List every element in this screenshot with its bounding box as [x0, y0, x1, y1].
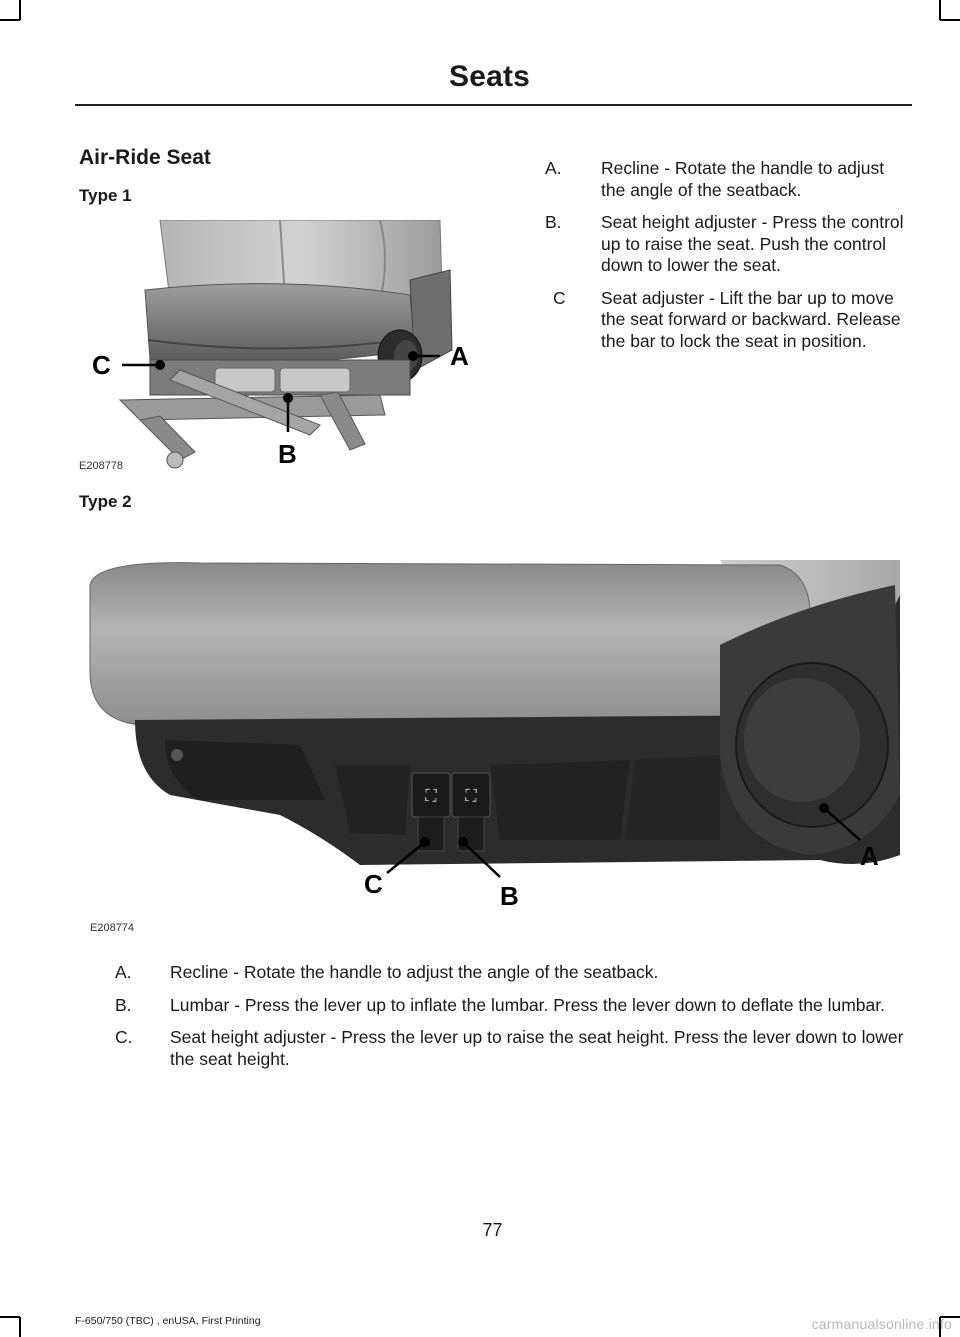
type2-heading: Type 2 [79, 492, 132, 511]
type2-legend [115, 962, 905, 1081]
list-item: A. Recline - Rotate the handle to adjust the angle of the seatback. [115, 962, 659, 982]
list-item: B. Lumbar - Press the lever up to inflate the lumbar. Press the lever down to deflate the lumbar. [115, 994, 885, 1015]
crop-mark [0, 1316, 20, 1318]
list-item: C Seat adjuster - Lift the bar up to move the seat forward or backward. Release the bar to lock the seat in position. [553, 287, 901, 351]
list-item: C. Seat height adjuster - Press the lever up to raise the seat height. Press the lever down to lower the seat height. [115, 1027, 904, 1069]
page-number: 77 [482, 1220, 503, 1240]
svg-text:⛶: ⛶ [465, 788, 477, 805]
type1-legend [545, 158, 905, 363]
svg-text:⛶: ⛶ [425, 788, 437, 805]
crop-mark [939, 0, 941, 20]
section-title: Air-Ride Seat [79, 146, 211, 169]
type2-callout-b: B [500, 881, 519, 911]
type1-callout-c: C [92, 350, 111, 380]
type1-seat-figure [80, 220, 480, 480]
type2-callout-c: C [364, 869, 383, 899]
crop-mark [19, 0, 21, 20]
type1-callout-a: A [450, 341, 469, 371]
watermark: carmanualsonline.info [811, 1316, 952, 1332]
type1-callout-b: B [278, 439, 297, 469]
type2-seat-figure [80, 555, 905, 940]
crop-mark [0, 19, 20, 21]
header-rule [75, 104, 912, 106]
type2-figure-id: E208774 [90, 922, 135, 934]
type2-callout-a: A [860, 841, 879, 871]
list-item: A. Recline - Rotate the handle to adjust the angle of the seatback. [545, 158, 885, 200]
crop-mark [940, 19, 960, 21]
list-item: B. Seat height adjuster - Press the control up to raise the seat. Push the control down to lower the seat. [545, 212, 904, 275]
footer-edition: F-650/750 (TBC) , enUSA, First Printing [75, 1315, 261, 1327]
type1-figure-id: E208778 [79, 460, 124, 472]
crop-mark [19, 1317, 21, 1337]
type1-heading: Type 1 [79, 186, 132, 205]
